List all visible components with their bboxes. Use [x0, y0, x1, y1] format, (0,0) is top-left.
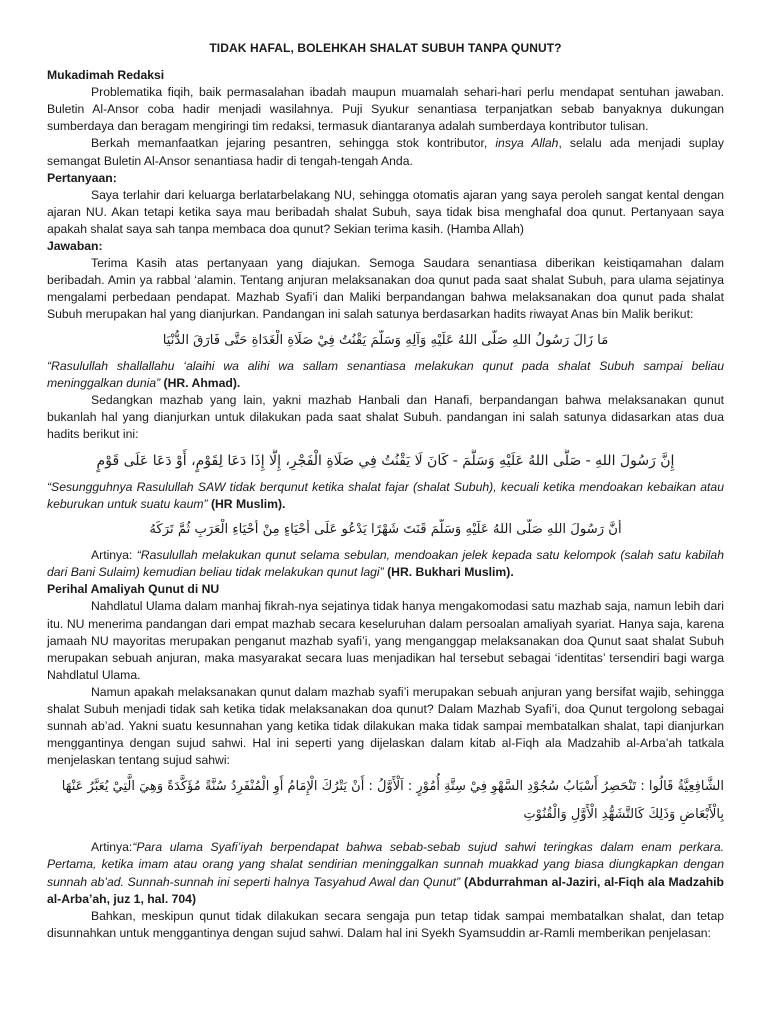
translation-hadith-anas — [47, 358, 724, 392]
arabic-hadith-bukhari: أَنَّ رَسُولَ اللهِ صَلَّى اللهُ عَلَيْهِ وَسَلَّمَ قَنَتَ شَهْرًا يَدْعُو عَلَى أَحْيَاءٍ مِنْ أَحْيَاءِ الْعَرَبِ ثُمَّ تَرَكَهُ — [149, 522, 622, 538]
heading-pertanyaan: Pertanyaan: — [47, 170, 117, 185]
translation-hadith-bukhari — [47, 547, 724, 581]
paragraph-jawaban-2: Sedangkan mazhab yang lain, yakni mazhab Hanbali dan Hanafi, berpandangan bahwa melaksanakan qunut bukanlah hal yang dianjurkan untuk dilakukan pada saat shalat Subuh. pandangan ini salah satunya didasarkan atas dua hadits berikut ini: — [47, 392, 724, 441]
paragraph-amaliyah-2: Namun apakah melaksanakan qunut dalam mazhab syafi’i merupakan sebuah anjuran yang bersifat wajib, sehingga shalat Subuh menjadi tidak sah ketika tidak melaksanakan doa qunut? Dalam Mazhab Syafi’i, doa Qunut tergolong sebagai sunnah ab’ad. Yakni suatu kesunnahan yang ketika tidak dilakukan maka tidak sampai membatalkan shalat, tapi dianjurkan menggantinya dengan sujud sahwi. Hal ini seperti yang dijelaskan dalam kitab al-Fiqh ala Madzahib al-Arba’ah tatkala menjelaskan tentang sujud sahwi: — [47, 684, 724, 768]
arabic-hadith-anas: مَا زَالَ رَسُولُ اللهِ صَلَّى اللهُ عَلَيْهِ وَآلِهِ وَسَلَّمَ يَقْنُتُ فِيْ صَلَاةِ الْغَدَاةِ حَتَّى فَارَقَ الدُّنْيَا — [162, 332, 609, 348]
paragraph-pertanyaan: Saya terlahir dari keluarga berlatarbelakang NU, sehingga otomatis ajaran yang saya peroleh sangat kental dengan ajaran NU. Akan tetapi ketika saya mau beribadah shalat Subuh, saya tidak bisa menghafal doa qunut. Pertanyaan saya apakah shalat saya sah tanpa membaca doa qunut? Sekian terima kasih. (Hamba Allah) — [47, 187, 724, 236]
paragraph-amaliyah-3: Bahkan, meskipun qunut tidak dilakukan secara sengaja pun tetap tidak sampai membatalkan shalat, dan tetap disunnahkan untuk menggantinya dengan sujud sahwi. Dalam hal ini Syekh Syamsuddin ar-Ramli memberikan penjelasan: — [47, 908, 724, 940]
source-fiqh: (Abdurrahman al-Jaziri, al-Fiqh ala Madzahib al-Arba’ah, juz 1, hal. 704) — [47, 874, 724, 906]
paragraph-amaliyah-1: Nahdlatul Ulama dalam manhaj fikrah-nya sejatinya tidak hanya mengakomodasi satu mazhab saja, namun lebih dari itu. NU menerima pandangan dari empat mazhab secara keseluruhan dalam persoalan amaliyah syariat. Hanya saja, karena jamaah NU mayoritas merupakan penganut mazhab syafi’i, yang menganggap melaksanakan doa Qunut saat shalat Subuh merupakan sebuah anjuran, maka masyarakat secara luas menjadikan hal tersebut sebagai ‘identitas’ tersendiri bagi warga Nahdlatul Ulama. — [47, 599, 724, 682]
arabic-hadith-muslim: إِنَّ رَسُولَ اللهِ - صَلَّى اللهُ عَلَيْهِ وَسَلَّمَ - كَانَ لَا يَقْنُتُ فِي صَلَاةِ الْفَجْرِ، إِلَّا إِذَا دَعَا لِقَوْمٍ، أَوْ دَعَا عَلَى قَوْمٍ — [96, 452, 675, 469]
mukadimah-2-italic: insya Allah — [495, 136, 559, 151]
mukadimah-2-text-b: , selalu ada menjadi suplay semangat Buletin Al-Ansor senantiasa hadir di tengah-tengah Anda. — [47, 136, 724, 168]
paragraph-mukadimah-2 — [47, 135, 724, 169]
translation-hadith-muslim — [47, 479, 724, 513]
translation-fiqh-quote — [47, 839, 724, 907]
quote-fiqh: “Para ulama Syafi’iyah berpendapat bahwa sebab-sebab sujud sahwi teringkas dalam enam perkara. Pertama, ketika imam atau orang yang shalat sendirian meninggalkan sunnah muakkad yang biasa diungkapkan dengan sunnah ab’ad. Sunnah-sunnah ini seperti halnya Tasyahud Awal dan Qunut” — [47, 840, 724, 889]
heading-jawaban: Jawaban: — [47, 239, 103, 254]
source-hadith-anas: (HR. Ahmad). — [160, 375, 241, 390]
paragraph-jawaban-1: Terima Kasih atas pertanyaan yang diajukan. Semoga Saudara senantiasa diberikan keistiqamahan dalam beribadah. Amin ya rabbal ‘alamin. Tentang anjuran melaksanakan doa qunut pada saat shalat Subuh, para ulama sejatinya mengalami perbedaan pendapat. Mazhab Syafi’i dan Maliki berpandangan bahwa melaksanakan doa qunut pada shalat Subuh merupakan hal yang dianjurkan. Pandangan ini salah satunya berdasarkan hadits riwayat Anas bin Malik berikut: — [47, 256, 724, 322]
heading-mukadimah: Mukadimah Redaksi — [47, 68, 165, 83]
quote-hadith-bukhari: “Rasulullah melakukan qunut selama sebulan, mendoakan jelek kepada satu kelompok (salah satu kabilah dari Bani Sulaim) kemudian beliau tidak melakukan qunut lagi” — [47, 548, 724, 580]
artinya-label-2: Artinya: — [91, 840, 133, 855]
document-title: TIDAK HAFAL, BOLEHKAH SHALAT SUBUH TANPA QUNUT? — [209, 41, 562, 55]
arabic-fiqh-quote: الشَّافِعِيَّةُ قَالُوا : تَنْحَصِرُ أَسْبَابُ سُجُوْدِ السَّهْوِ فِيْ سِتَّةِ أُمُوْرٍ : اَلْأَوَّلُ : أَنْ يَتْرُكَ الْإِمَامُ أَوِ الْمُنْفَرِدُ سُنَّةً مُؤَكَّدَةً وَهِيَ الَّتِيْ يُعَبَّرُ عَنْهَا بِالْأَبْعَاضِ وَذَلِكَ كَالتَّشَهُّدِ الْأَوَّلِ وَالْقُنُوْتِ — [61, 779, 724, 823]
source-hadith-muslim: (HR Muslim). — [207, 497, 286, 512]
artinya-label-1: Artinya: — [91, 548, 137, 563]
paragraph-mukadimah-1: Problematika fiqih, baik permasalahan ibadah maupun muamalah sehari-hari perlu mendapat sentuhan jawaban. Buletin Al-Ansor coba hadir menjadi wasilahnya. Puji Syukur senantiasa terpanjatkan sebab banyaknya dukungan sumberdaya dan beragam mengiringi tim redaksi, termasuk diantaranya adalah sumberdaya kontributor tulisan. — [47, 85, 724, 134]
heading-amaliyah: Perihal Amaliyah Qunut di NU — [47, 582, 220, 597]
source-hadith-bukhari: (HR. Bukhari Muslim). — [383, 565, 514, 580]
quote-hadith-anas: “Rasulullah shallallahu ‘alaihi wa alihi wa sallam senantiasa melakukan qunut pada shalat Subuh sampai beliau meninggalkan dunia” — [47, 358, 724, 390]
quote-hadith-muslim: “Sesungguhnya Rasulullah SAW tidak berqunut ketika shalat fajar (shalat Subuh), kecuali ketika mendoakan kebaikan atau keburukan untuk suatu kaum” — [47, 479, 724, 512]
mukadimah-2-text-a: Berkah memanfaatkan jejaring pesantren, sehingga stok kontributor, — [91, 136, 496, 151]
